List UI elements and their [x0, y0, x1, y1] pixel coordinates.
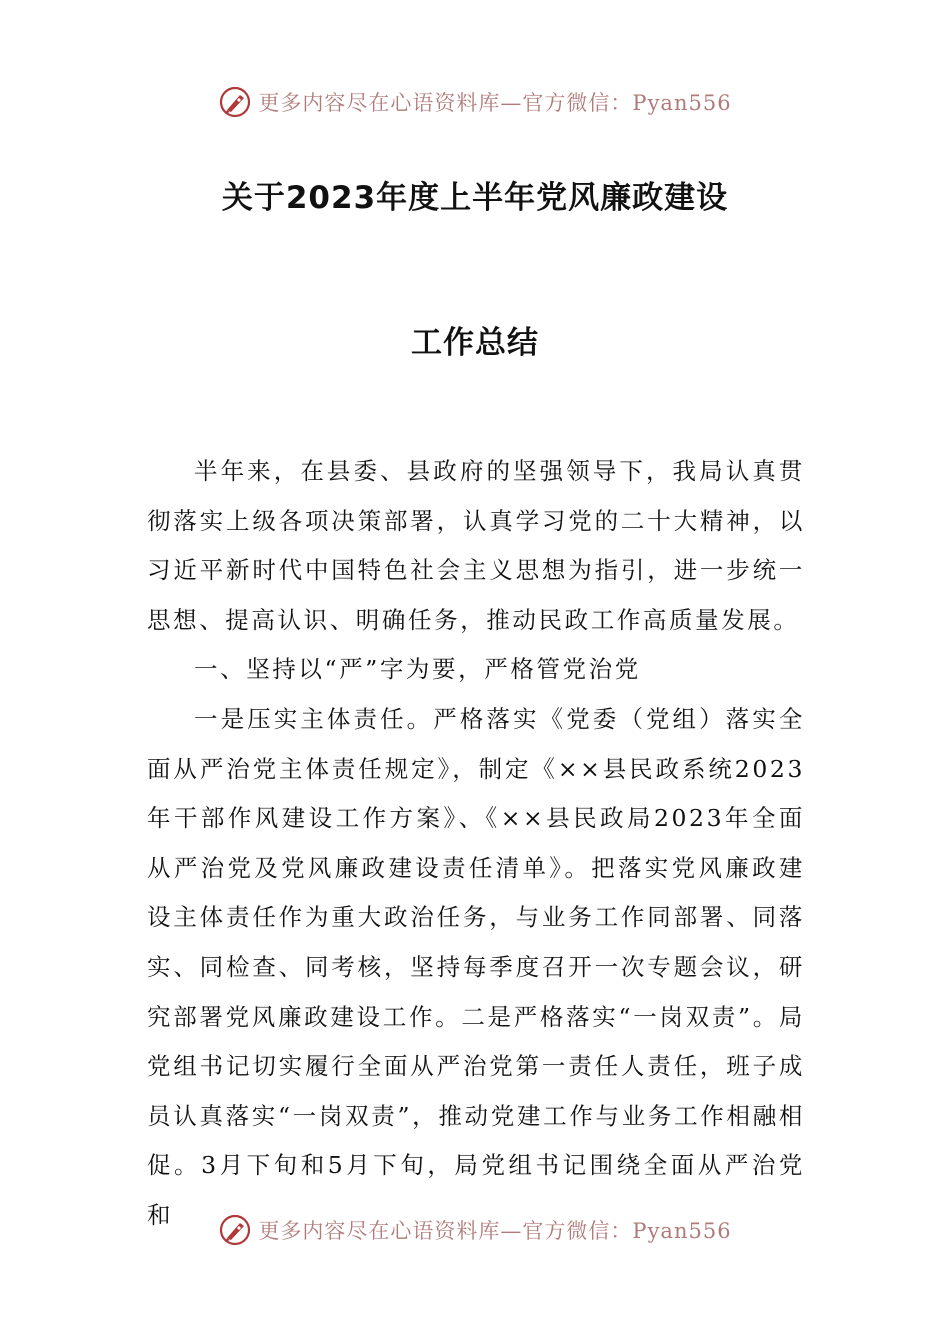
body-paragraph: 一是压实主体责任。严格落实《党委（党组）落实全面从严治党主体责任规定》，制定《××县民政系统2023年干部作风建设工作方案》、《××县民政局2023年全面从严治党及党风廉政建设责任清单》。把落实党风廉政建设主体责任作为重大政治任务，与业务工作同部署、同落实、同检查、同考核，坚持每季度召开一次专题会议，研究部署党风廉政建设工作。二是严格落实“一岗双责”。局党组书记切实履行全面从严治党第一责任人责任，班子成员认真落实“一岗双责”，推动党建工作与业务工作相融相促。3月下旬和5月下旬，局党组书记围绕全面从严治党和 — [147, 704, 805, 1229]
document-title-line-1: 关于2023年度上半年党风廉政建设 — [221, 180, 729, 216]
document-title-line-2: 工作总结 — [411, 325, 539, 361]
pen-nib-logo-icon — [218, 85, 252, 119]
pen-nib-logo-icon — [218, 1213, 252, 1247]
watermark-banner-bottom — [0, 1210, 950, 1250]
watermark-text: 更多内容尽在心语资料库—官方微信：Pyan556 — [258, 1219, 732, 1243]
body-paragraph: 半年来，在县委、县政府的坚强领导下，我局认真贯彻落实上级各项决策部署，认真学习党的二十大精神，以习近平新时代中国特色社会主义思想为指引，进一步统一思想、提高认识、明确任务，推动民政工作高质量发展。 — [147, 457, 805, 634]
document-body — [147, 447, 805, 1241]
watermark-banner-top — [0, 82, 950, 122]
watermark-text: 更多内容尽在心语资料库—官方微信：Pyan556 — [258, 91, 732, 115]
section-heading: 一、坚持以“严”字为要，严格管党治党 — [194, 655, 641, 684]
